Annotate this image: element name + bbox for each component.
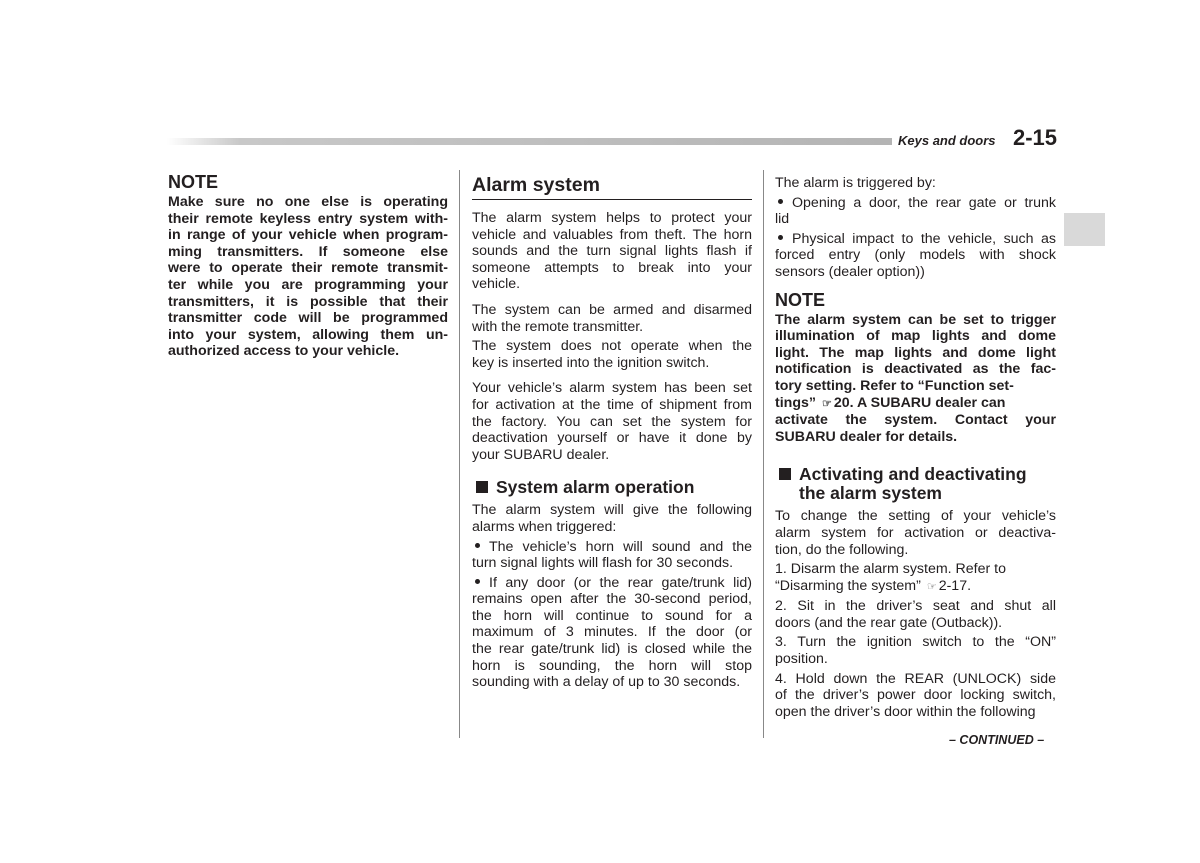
bullet-dot-icon <box>475 579 480 584</box>
paragraph <box>472 338 752 371</box>
text-line: sounding with a delay of up to 30 seconds. <box>472 674 741 691</box>
text-line: tion, do the following. <box>775 541 909 558</box>
page-number: 2-15 <box>1013 125 1058 150</box>
text-line: ming transmitters. If someone else <box>168 243 448 260</box>
text-line: The system does not operate when the <box>472 338 752 355</box>
text-line: illumination of map lights and dome <box>775 328 1056 345</box>
bullet-item <box>775 195 1056 228</box>
subheading <box>472 478 752 497</box>
step-4 <box>775 671 1056 721</box>
text-line: lid <box>775 211 790 228</box>
step-2 <box>775 598 1056 631</box>
column-divider-1 <box>459 170 460 738</box>
text-line: the horn will continue to sound for a <box>472 607 752 624</box>
header-rule <box>167 138 892 145</box>
bullet-item <box>775 231 1056 281</box>
section-title: Keys and doors <box>898 133 996 148</box>
text-line: key is inserted into the ignition switch. <box>472 354 710 371</box>
text-line: SUBARU dealer for details. <box>775 428 958 445</box>
text-line: transmitters, it is possible that their <box>168 293 448 310</box>
text-line: vehicle. <box>472 276 521 293</box>
text-line: tory setting. Refer to “Function set- <box>775 377 1014 394</box>
paragraph <box>472 380 752 463</box>
text-line: vehicle and valuables from theft. The horn <box>472 226 752 243</box>
text-line: forced entry (only models with shock <box>775 247 1056 264</box>
text-line: open the driver’s door within the following <box>775 703 1036 720</box>
bullet-dot-icon <box>475 543 480 548</box>
text-line: of the driver’s power door locking switch, <box>775 687 1056 704</box>
text-line: ter while you are programming your <box>168 276 448 293</box>
paragraph <box>472 210 752 293</box>
paragraph: The alarm is triggered by: <box>775 175 936 191</box>
text-line: with the remote transmitter. <box>472 318 644 335</box>
text-line: someone attempts to break into your <box>472 259 752 276</box>
text-line: Make sure no one else is operating <box>168 194 448 210</box>
note-text <box>168 194 448 360</box>
subheading-text: System alarm operation <box>496 477 695 498</box>
paragraph <box>472 502 752 535</box>
text-line: sounds and the turn signal lights flash if <box>472 243 752 260</box>
text-line: 2. Sit in the driver’s seat and shut all <box>775 598 1056 615</box>
text-line: activate the system. Contact your <box>775 412 1056 429</box>
text-line: notification is deactivated as the fac- <box>775 361 1056 378</box>
text-line: authorized access to your vehicle. <box>168 343 400 360</box>
text-line: If any door (or the rear gate/trunk lid) <box>472 575 752 592</box>
text-line: horn is sounding, the horn will stop <box>472 657 752 674</box>
bullet-dot-icon <box>778 199 783 204</box>
text-line: 4. Hold down the REAR (UNLOCK) side <box>775 670 1056 687</box>
note-heading: NOTE <box>168 172 219 192</box>
text-line: alarm system for activation or deactiva- <box>775 524 1056 541</box>
reference-arrow-icon: ☞ <box>821 397 832 410</box>
column-right <box>775 175 1056 720</box>
alarm-system-title: Alarm system <box>472 173 752 200</box>
text-line: the factory. You can set the system for <box>472 413 752 430</box>
bullet-item <box>472 575 752 691</box>
chapter-tab <box>1064 213 1105 246</box>
text-line: light. The map lights and dome light <box>775 344 1056 361</box>
text-line: transmitter code will be programmed <box>168 310 448 327</box>
text-line: their remote keyless entry system with- <box>168 210 448 227</box>
bullet-dot-icon <box>778 235 783 240</box>
text-line: The vehicle’s horn will sound and the <box>472 539 752 556</box>
text-line: alarms when triggered: <box>472 518 617 535</box>
paragraph <box>472 302 752 335</box>
text-line: The system can be armed and disarmed <box>472 301 752 318</box>
text-line: turn signal lights will flash for 30 seconds. <box>472 555 734 572</box>
text-line: position. <box>775 651 828 668</box>
text-line: were to operate their remote transmit- <box>168 260 448 277</box>
square-bullet-icon <box>779 468 791 480</box>
text-line: deactivation yourself or have it done by <box>472 430 752 447</box>
paragraph <box>775 508 1056 558</box>
column-left <box>168 171 448 360</box>
note-text <box>775 312 1056 395</box>
bullet-item <box>472 539 752 572</box>
reference-arrow-icon: ☞ <box>926 580 937 593</box>
text-line: Opening a door, the rear gate or trunk <box>775 195 1056 212</box>
step-1: 1. Disarm the alarm system. Refer to “Disarming the system” ☞ 2-17. <box>775 561 1007 594</box>
text-line: sensors (dealer option)) <box>775 263 925 280</box>
text-line: doors (and the rear gate (Outback)). <box>775 614 1003 631</box>
text-line: for activation at the time of shipment from <box>472 396 752 413</box>
column-divider-2 <box>763 170 764 738</box>
text-line: the rear gate/trunk lid) is closed while the <box>472 641 752 658</box>
continued-label: – CONTINUED – <box>949 733 1045 747</box>
text-line: in range of your vehicle when program- <box>168 227 448 244</box>
square-bullet-icon <box>476 481 488 493</box>
text-line: To change the setting of your vehicle’s <box>775 508 1056 525</box>
note-text <box>775 412 1056 445</box>
text-line: into your system, allowing them un- <box>168 326 448 343</box>
note-text-ref-line: tings” ☞ 20. A SUBARU dealer can <box>775 394 1006 411</box>
text-line: 3. Turn the ignition switch to the “ON” <box>775 634 1056 651</box>
text-line: your SUBARU dealer. <box>472 446 610 463</box>
text-line: Physical impact to the vehicle, such as <box>775 231 1056 248</box>
text-line: The alarm system can be set to trigger <box>775 311 1056 328</box>
note-heading: NOTE <box>775 289 826 310</box>
text-line: The alarm system will give the following <box>472 502 752 519</box>
subheading <box>775 465 1056 503</box>
text-line: remains open after the 30-second period, <box>472 591 752 608</box>
subheading-text: Activating and deactivating the alarm system <box>799 464 1027 504</box>
column-middle <box>472 173 752 691</box>
text-line: Your vehicle’s alarm system has been set <box>472 380 752 397</box>
step-3 <box>775 634 1056 667</box>
text-line: maximum of 3 minutes. If the door (or <box>472 624 752 641</box>
text-line: The alarm system helps to protect your <box>472 210 752 226</box>
